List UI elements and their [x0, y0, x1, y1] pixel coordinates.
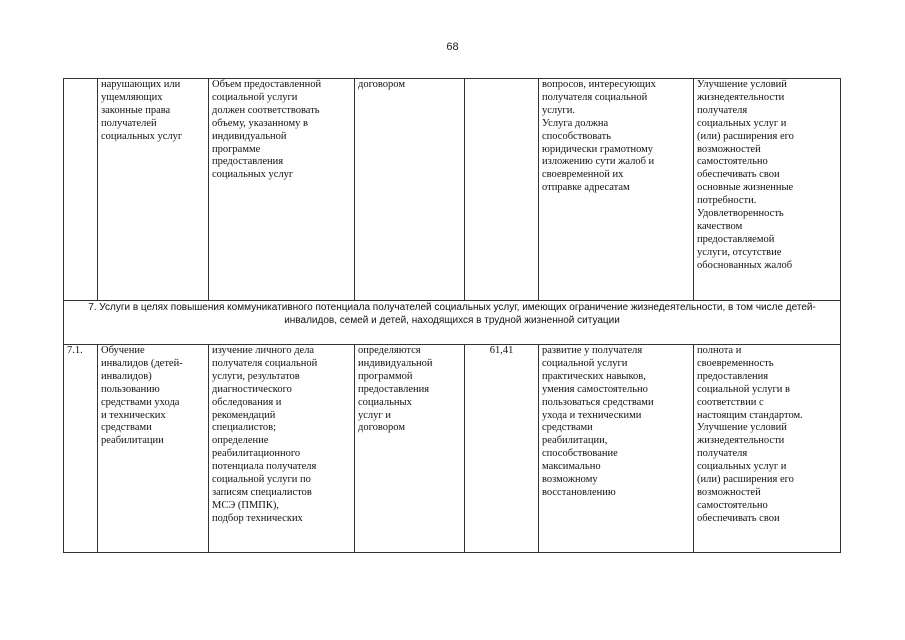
- service-price: [465, 79, 539, 301]
- table-row: [64, 79, 841, 301]
- service-effect: развитие у получателя социальной услуги практических навыков, умения самостоятельно пользоваться средствами ухода и техническими средствами реабилитации, способствование максимально возможному восстановлению: [539, 345, 694, 553]
- service-effect: вопросов, интересующих получателя социальной услуги. Услуга должна способствовать юридически грамотному изложению сути жалоб и своевременной их отправке адресатам: [539, 79, 694, 301]
- service-term: определяются индивидуальной программой предоставления социальных услуг и договором: [355, 345, 465, 553]
- service-name: Обучение инвалидов (детей- инвалидов) пользованию средствами ухода и технических средствами реабилитации: [98, 345, 209, 553]
- service-quality: полнота и своевременность предоставления социальной услуги в соответствии с настоящим стандартом. Улучшение условий жизнедеятельности получателя социальных услуг и (или) расширения его возможностей самостоятельно обеспечивать свои: [694, 345, 841, 553]
- service-name: нарушающих или ущемляющих законные права получателей социальных услуг: [98, 79, 209, 301]
- page-number: 68: [446, 41, 459, 53]
- section-heading-row: [64, 301, 841, 345]
- services-table: [63, 78, 841, 553]
- table-row: [64, 345, 841, 553]
- section-heading: 7. Услуги в целях повышения коммуникативного потенциала получателей социальных услуг, имеющих ограничение жизнедеятельности, в том числе детей-инвалидов, семей и детей, находящихся в трудной жизненной ситуации: [64, 301, 841, 345]
- service-description: Объем предоставленной социальной услуги должен соответствовать объему, указанному в индивидуальной программе предоставления социальных услуг: [209, 79, 355, 301]
- row-number: 7.1.: [64, 345, 98, 553]
- service-term: договором: [355, 79, 465, 301]
- service-quality: Улучшение условий жизнедеятельности получателя социальных услуг и (или) расширения его возможностей самостоятельно обеспечивать свои основные жизненные потребности. Удовлетворенность качеством предоставляемой услуги, отсутствие обоснованных жалоб: [694, 79, 841, 301]
- row-number: [64, 79, 98, 301]
- service-description: изучение личного дела получателя социальной услуги, результатов диагностического обследования и рекомендаций специалистов; определение реабилитационного потенциала получателя социальной услуги по записям специалистов МСЭ (ПМПК), подбор технических: [209, 345, 355, 553]
- service-price: 61,41: [465, 345, 539, 553]
